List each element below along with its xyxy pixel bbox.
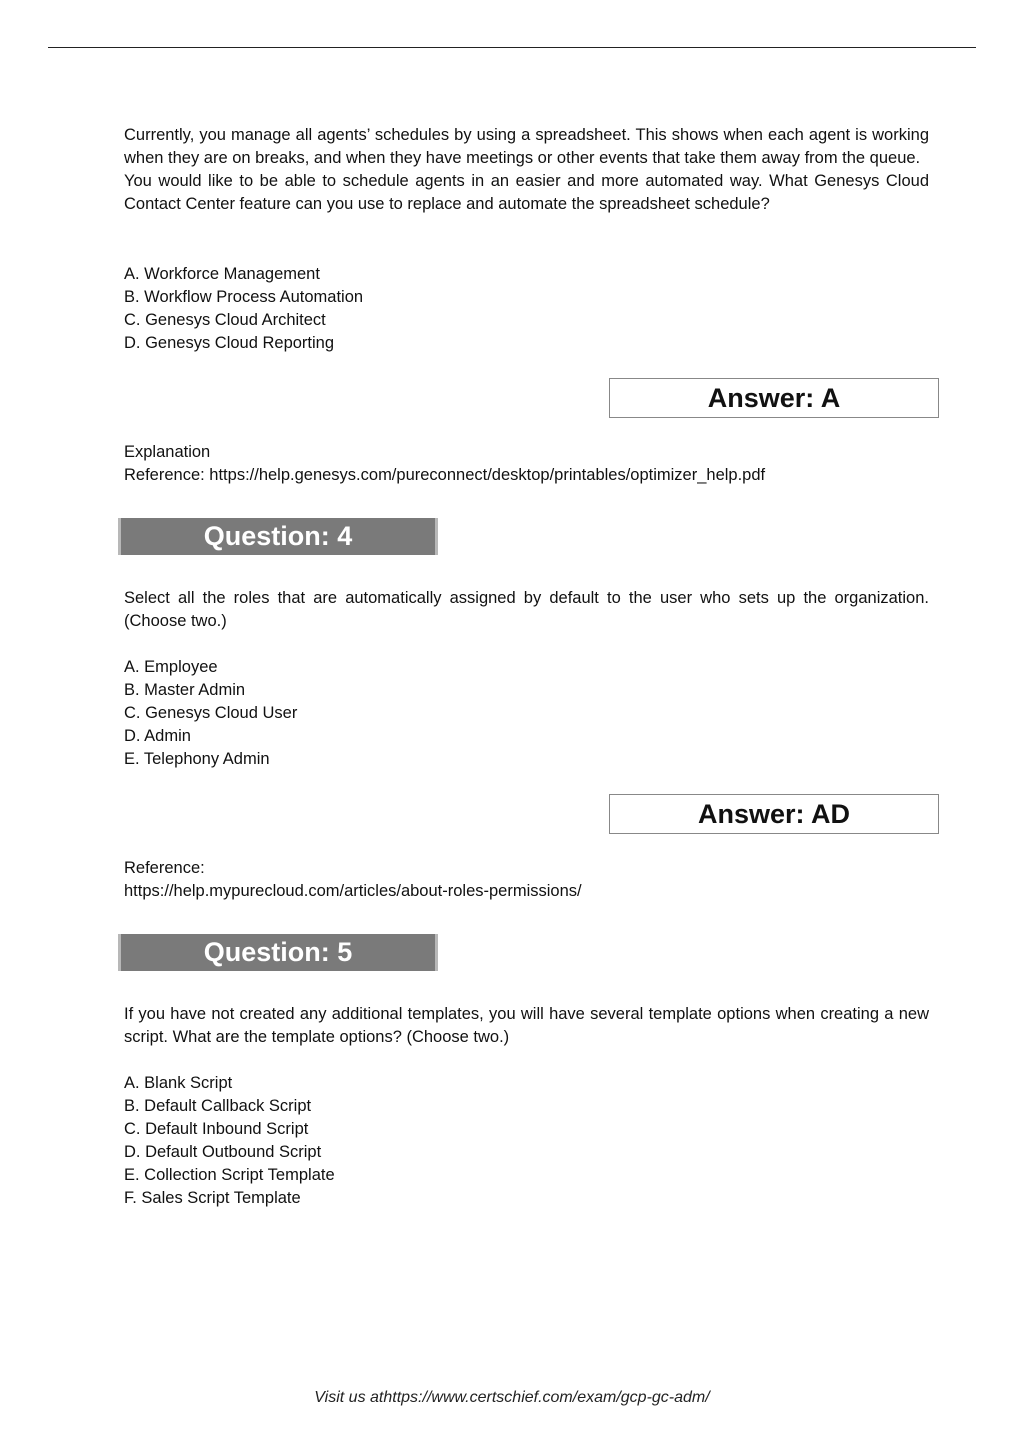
q4-answer: Answer: AD (697, 798, 851, 829)
option-item: D. Genesys Cloud Reporting (124, 334, 335, 352)
q3-paragraph-2: You would like to be able to schedule agents in an easier and more automated way. What Genesys Cloud Contact Center feature can you use to replace and automate the spreadsheet schedule? (124, 172, 929, 213)
q3-body (124, 124, 929, 216)
q5-options (124, 1072, 929, 1210)
question-5-title: Question: 5 (203, 937, 353, 967)
option-item: C. Default Inbound Script (124, 1120, 309, 1138)
question-4-banner (118, 518, 438, 555)
option-item: D. Default Outbound Script (124, 1143, 322, 1161)
option-item: B. Master Admin (124, 681, 246, 699)
q4-reference-block (124, 857, 929, 903)
q3-options (124, 263, 929, 355)
question-5-banner (118, 934, 438, 971)
option-item: C. Genesys Cloud Architect (124, 311, 326, 329)
option-item: B. Workflow Process Automation (124, 288, 364, 306)
reference-label: Reference: (124, 859, 205, 877)
option-item: A. Blank Script (124, 1074, 233, 1092)
explanation-label: Explanation (124, 443, 211, 461)
question-4-title: Question: 4 (203, 521, 353, 551)
q4-options (124, 656, 929, 771)
option-item: E. Telephony Admin (124, 750, 270, 768)
q5-text: If you have not created any additional templates, you will have several template options when creating a new script. What are the template options? (Choose two.) (124, 1005, 929, 1046)
q4-body (124, 587, 929, 633)
q3-answer: Answer: A (707, 382, 841, 413)
q3-explanation (124, 441, 929, 487)
option-item: B. Default Callback Script (124, 1097, 312, 1115)
q4-reference-url: https://help.mypurecloud.com/articles/about-roles-permissions/ (124, 882, 582, 900)
q3-reference: Reference: https://help.genesys.com/pureconnect/desktop/printables/optimizer_help.pdf (124, 466, 766, 484)
q5-body (124, 1003, 929, 1049)
q3-paragraph-1: Currently, you manage all agents’ schedules by using a spreadsheet. This shows when each agent is working when they are on breaks, and when they have meetings or other events that take them away from the queue. (124, 126, 929, 167)
q4-answer-box (609, 794, 939, 834)
option-item: D. Admin (124, 727, 191, 745)
option-item: A. Workforce Management (124, 265, 320, 283)
header-rule (48, 47, 976, 48)
option-item: E. Collection Script Template (124, 1166, 335, 1184)
option-item: A. Employee (124, 658, 218, 676)
footer-text: Visit us athttps://www.certschief.com/exam/gcp-gc-adm/ (314, 1389, 710, 1406)
q4-text: Select all the roles that are automatically assigned by default to the user who sets up the organization. (Choose two.) (124, 589, 929, 630)
option-item: F. Sales Script Template (124, 1189, 301, 1207)
q3-answer-box (609, 378, 939, 418)
option-item: C. Genesys Cloud User (124, 704, 298, 722)
